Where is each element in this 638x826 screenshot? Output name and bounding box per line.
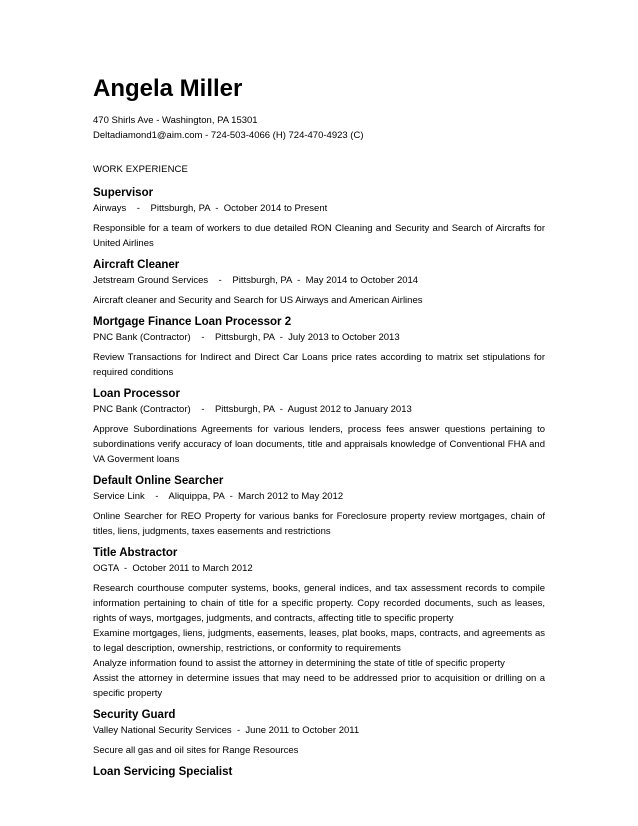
job-title: Loan Processor bbox=[93, 388, 180, 400]
job-description: Analyze information found to assist the attorney in determining the state of title of specific property bbox=[93, 658, 505, 669]
job-title: Security Guard bbox=[93, 709, 176, 721]
job-entry bbox=[93, 546, 545, 701]
job-meta: Airways - Pittsburgh, PA - October 2014 to Present bbox=[93, 203, 328, 214]
job-title: Default Online Searcher bbox=[93, 475, 224, 487]
job-meta: OGTA - October 2011 to March 2012 bbox=[93, 563, 253, 574]
job-meta: PNC Bank (Contractor) - Pittsburgh, PA - August 2012 to January 2013 bbox=[93, 404, 412, 415]
job-title: Supervisor bbox=[93, 187, 154, 199]
job-entry bbox=[93, 765, 545, 780]
job-description: Examine mortgages, liens, judgments, easements, leases, plat books, maps, contracts, and agreements as to legal description, ownership, restrictions, or conformity to requirements bbox=[93, 628, 545, 654]
job-description: Aircraft cleaner and Security and Search for US Airways and American Airlines bbox=[93, 295, 423, 306]
job-description: Secure all gas and oil sites for Range Resources bbox=[93, 745, 299, 756]
job-title: Mortgage Finance Loan Processor 2 bbox=[93, 316, 292, 328]
section-title-work-experience: WORK EXPERIENCE bbox=[93, 164, 188, 175]
contact-line: Deltadiamond1@aim.com - 724-503-4066 (H) 724-470-4923 (C) bbox=[93, 130, 364, 141]
job-description: Responsible for a team of workers to due detailed RON Cleaning and Security and Search of Aircrafts for United Airlines bbox=[93, 223, 545, 249]
job-meta: Service Link - Aliquippa, PA - March 2012 to May 2012 bbox=[93, 491, 344, 502]
job-description: Review Transactions for Indirect and Direct Car Loans price rates according to matrix set stipulations for required conditions bbox=[93, 352, 545, 378]
job-entry bbox=[93, 387, 545, 467]
job-meta: Valley National Security Services - June 2011 to October 2011 bbox=[93, 725, 360, 736]
job-entry bbox=[93, 186, 545, 251]
job-title: Loan Servicing Specialist bbox=[93, 766, 233, 778]
job-description: Assist the attorney in determine issues that may need to be addressed prior to acquisition or drilling on a specific property bbox=[93, 673, 545, 699]
job-description: Online Searcher for REO Property for various banks for Foreclosure property review mortgages, chain of titles, liens, judgments, taxes easements and restrictions bbox=[93, 511, 545, 537]
job-title: Title Abstractor bbox=[93, 547, 178, 559]
job-entry bbox=[93, 474, 545, 539]
job-description: Research courthouse computer systems, books, general indices, and tax assessment records to compile information pertaining to chain of title for a specific property. Copy recorded documents, such as leases, rights of ways, mortgages, judgments, and contracts, affecting title to specific property bbox=[93, 583, 545, 624]
job-entry bbox=[93, 258, 545, 308]
job-entry bbox=[93, 315, 545, 380]
job-entry bbox=[93, 708, 545, 758]
candidate-name: Angela Miller bbox=[93, 75, 243, 102]
job-meta: Jetstream Ground Services - Pittsburgh, PA - May 2014 to October 2014 bbox=[93, 275, 419, 286]
jobs-list bbox=[93, 186, 545, 780]
resume-page bbox=[93, 74, 545, 787]
job-meta: PNC Bank (Contractor) - Pittsburgh, PA - July 2013 to October 2013 bbox=[93, 332, 400, 343]
address-line: 470 Shirls Ave - Washington, PA 15301 bbox=[93, 115, 258, 126]
job-title: Aircraft Cleaner bbox=[93, 259, 180, 271]
job-description: Approve Subordinations Agreements for various lenders, process fees answer questions pertaining to subordinations verify accuracy of loan documents, title and appraisals knowledge of Conventional FHA and VA Goverment loans bbox=[93, 424, 545, 465]
